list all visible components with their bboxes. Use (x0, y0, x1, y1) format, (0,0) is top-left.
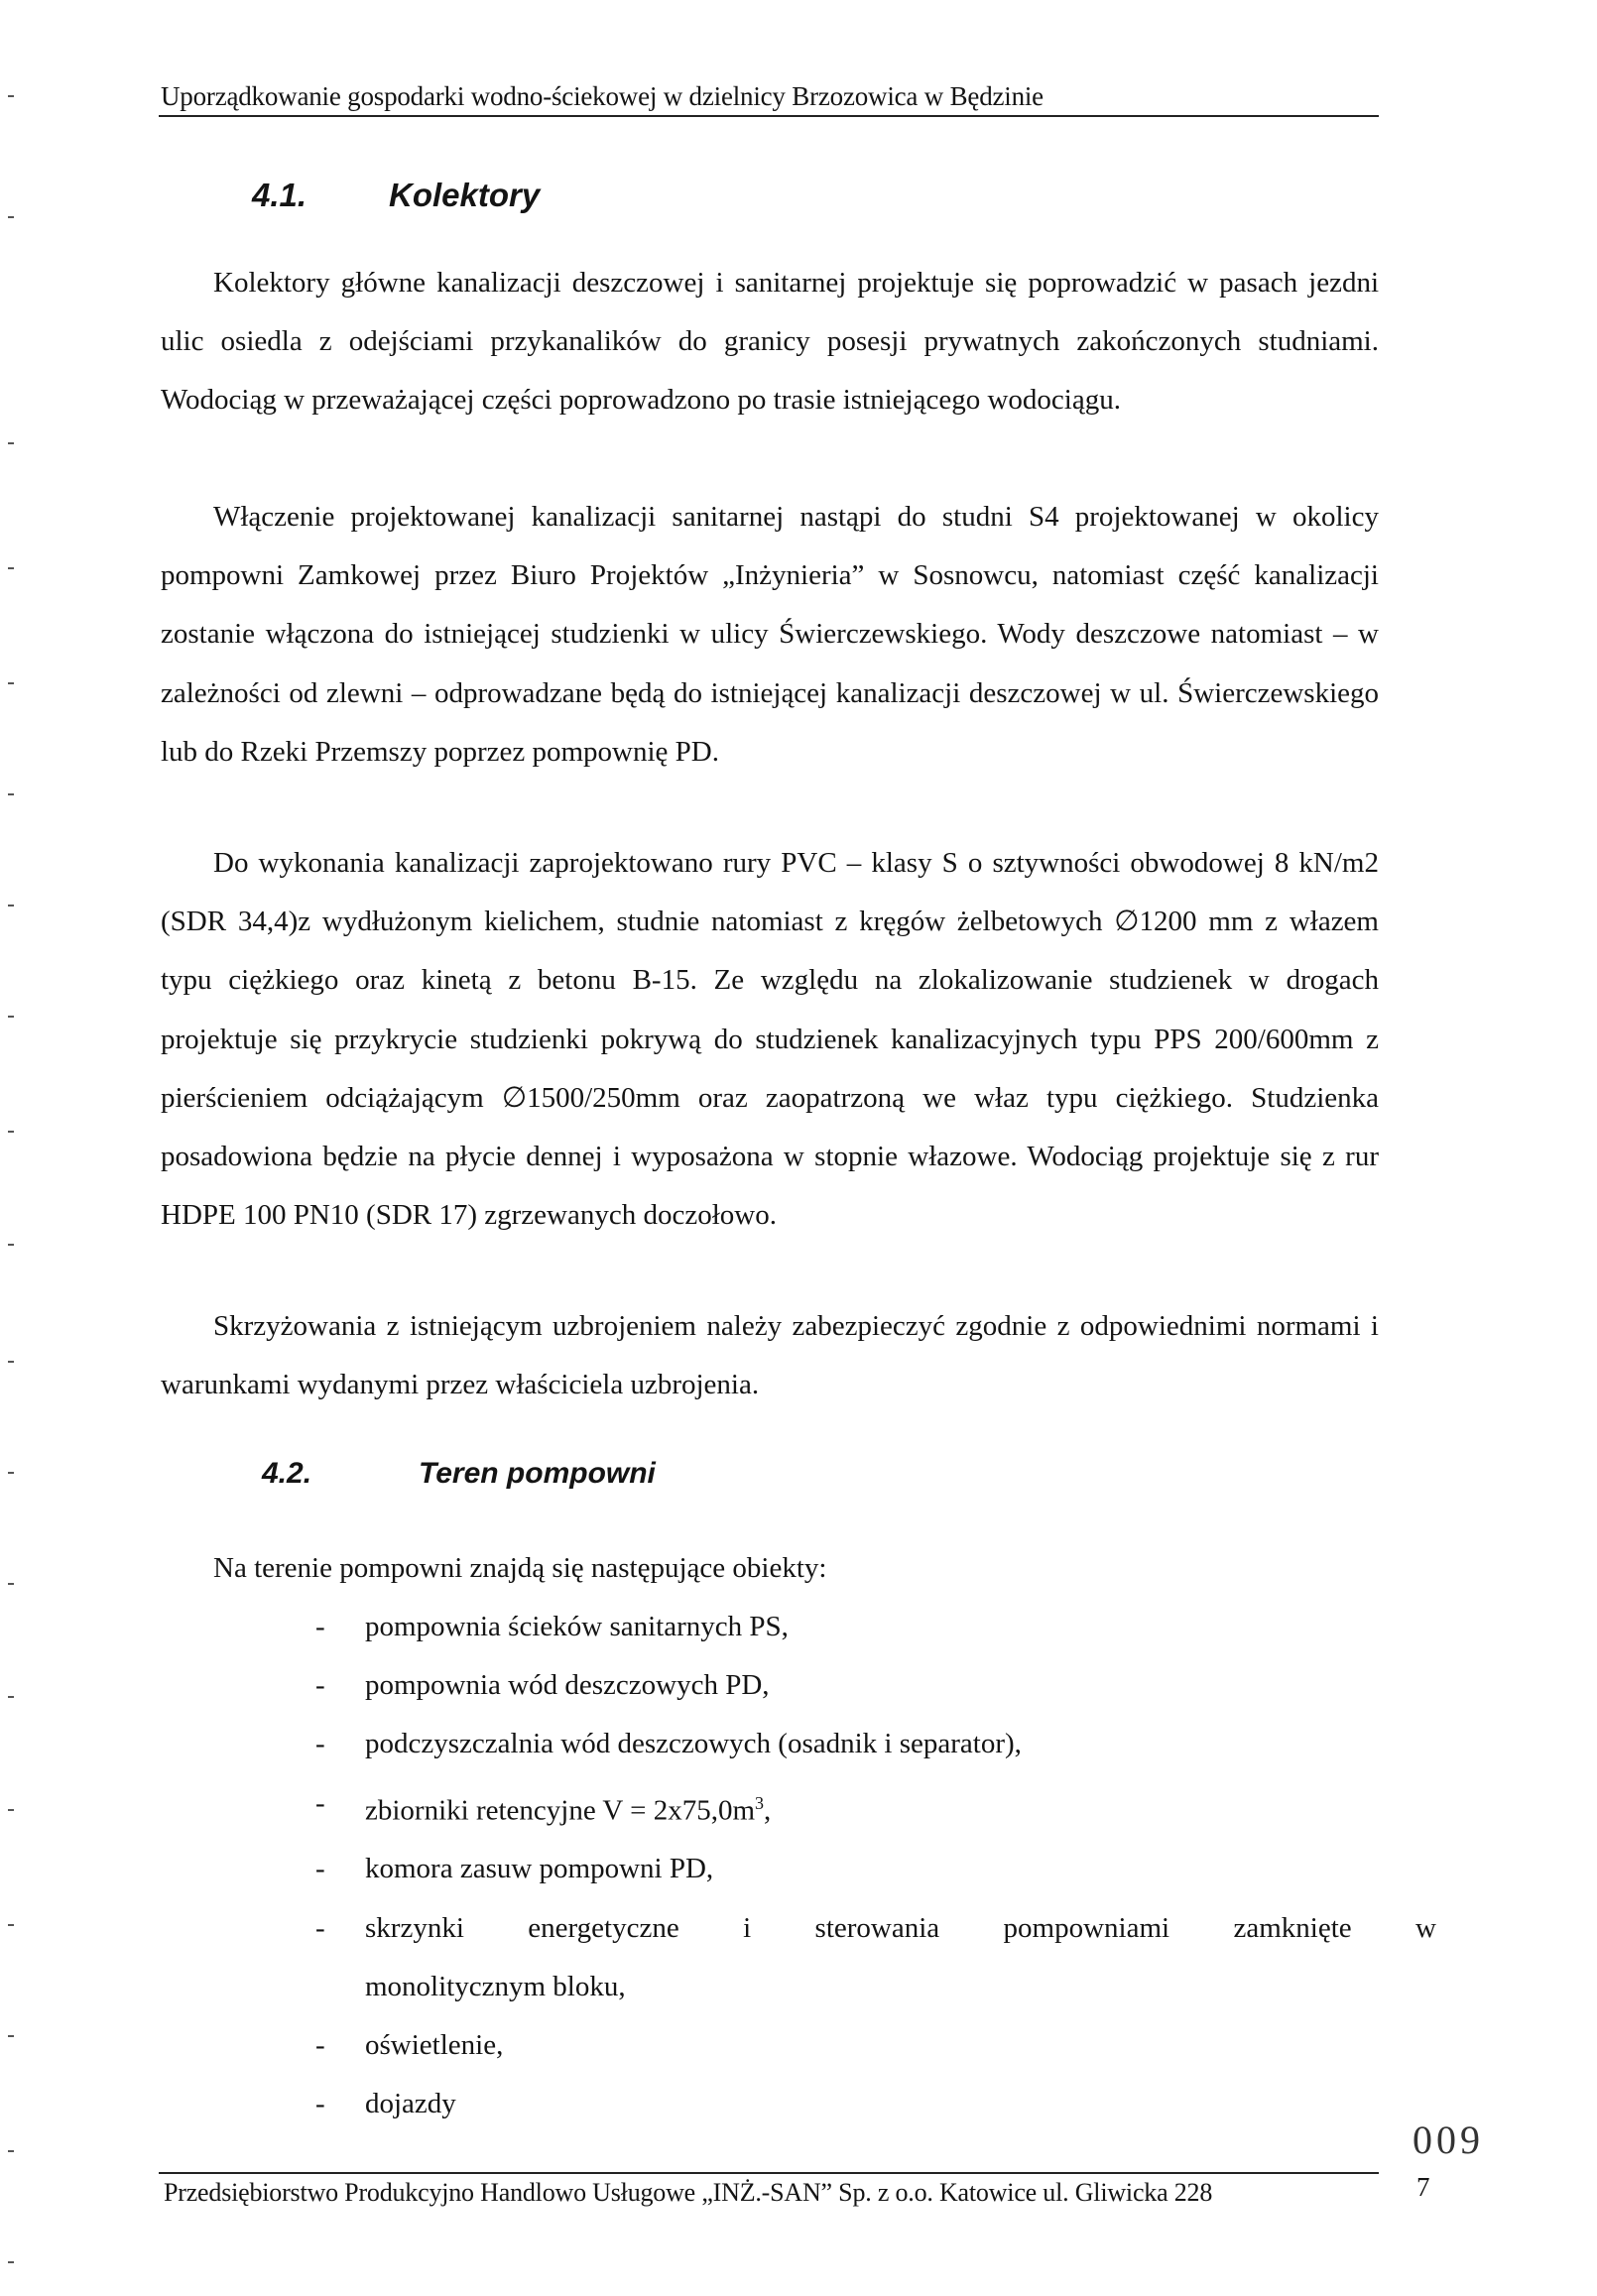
paragraph-text: Skrzyżowania z istniejącym uzbrojeniem należy zabezpieczyć zgodnie z odpowiednimi normami i warunkami wydanymi przez właściciela uzbrojenia. (161, 1310, 1379, 1401)
scan-edge-mark (8, 1583, 14, 1585)
header-rule (159, 115, 1379, 117)
list-item (0, 1840, 1436, 1898)
list-item-text: monolitycznym bloku, (365, 1970, 626, 2002)
page-stamp-number: 009 (1413, 2117, 1484, 2162)
paragraph (161, 254, 1379, 430)
list-item-text: oświetlenie, (365, 2029, 504, 2062)
list-dash: - (315, 1669, 325, 1702)
section-title: Teren pompowni (419, 1457, 656, 1490)
scan-edge-mark (8, 1016, 14, 1018)
scan-edge-mark (8, 2150, 14, 2152)
list-item-text: dojazdy (365, 2088, 456, 2120)
list-dash: - (315, 1611, 325, 1642)
list-dash: - (315, 1728, 325, 1760)
scan-edge-mark (8, 442, 14, 444)
scan-edge-mark (8, 1244, 14, 1246)
superscript: 3 (755, 1792, 765, 1813)
scan-edge-mark (8, 1361, 14, 1363)
section-title: Kolektory (389, 177, 541, 213)
list-item-text: podczyszczalnia wód deszczowych (osadnik i separator), (365, 1728, 1022, 1760)
scan-edge-mark (8, 1131, 14, 1133)
scan-edge-mark (8, 682, 14, 684)
list-item (0, 1715, 1436, 1773)
list-item-text: zbiorniki retencyjne V = 2x75,0m (365, 1794, 756, 1827)
paragraph (161, 1297, 1379, 1414)
list-item-text: pompownia wód deszczowych PD, (365, 1669, 770, 1702)
list-dash: - (315, 1911, 325, 1944)
paragraph-text: Do wykonania kanalizacji zaprojektowano rury PVC – klasy S o sztywności obwodowej 8 kN/m2 (SDR 34,4)z wydłużonym kielichem, studnie natomiast z kręgów żelbetowych ∅1200 mm z włazem typu ciężkiego oraz kinetą z betonu B-15. Ze względu na zlokalizowanie studzienek w drogach projektuje się przykrycie studzienki pokrywą do studzienek kanalizacyjnych typu PPS 200/600mm z pierścieniem odciążającym ∅1500/250mm oraz zaopatrzoną we właz typu ciężkiego. Studzienka posadowiona będzie na płycie dennej i wyposażona w stopnie włazowe. Wodociąg projektuje się z rur HDPE 100 PN10 (SDR 17) zgrzewanych doczołowo. (161, 847, 1379, 1232)
paragraph-text: Kolektory główne kanalizacji deszczowej i sanitarnej projektuje się poprowadzić w pasach jezdni ulic osiedla z odejściami przykanalików do granicy posesji prywatnych zakończonych studniami. Wodociąg w przeważającej części poprowadzono po trasie istniejącego wodociągu. (161, 267, 1379, 417)
list-item (0, 2016, 1436, 2075)
list-dash: - (315, 2088, 325, 2120)
list-item-continuation (0, 1958, 1436, 2016)
list-dash: - (315, 2029, 325, 2062)
list-item-text: pompownia ścieków sanitarnych PS, (365, 1611, 789, 1642)
section-number: 4.1. (252, 177, 307, 213)
list-dash: - (315, 1786, 325, 1819)
running-header: Uporządkowanie gospodarki wodno-ściekowej w dzielnicy Brzozowica w Będzinie (161, 81, 1044, 111)
scan-edge-mark (8, 905, 14, 906)
scan-edge-mark (8, 793, 14, 795)
paragraph (161, 1539, 1379, 1598)
section-number: 4.2. (262, 1457, 312, 1490)
object-list (0, 1598, 1597, 2133)
scan-edge-mark (8, 567, 14, 569)
paragraph (161, 834, 1379, 1245)
list-item-text: skrzynki energetyczne i sterowania pompowniami zamknięte w (365, 1911, 1436, 1944)
list-item (0, 1774, 1436, 1841)
paragraph-text: Włączenie projektowanej kanalizacji sanitarnej nastąpi do studni S4 projektowanej w okolicy pompowni Zamkowej przez Biuro Projektów „Inżynieria” w Sosnowcu, natomiast część kanalizacji zostanie włączona do istniejącej studzienki w ulicy Świerczewskiego. Wody deszczowe natomiast – w zależności od zlewni – odprowadzane będą do istniejącej kanalizacji deszczowej w ul. Świerczewskiego lub do Rzeki Przemszy poprzez pompownię PD. (161, 501, 1379, 768)
scan-edge-mark (8, 1472, 14, 1474)
list-item (0, 2075, 1436, 2133)
list-dash: - (315, 1853, 325, 1885)
list-item (0, 1598, 1436, 1656)
list-item (0, 1899, 1436, 1958)
list-item (0, 1656, 1436, 1715)
footer-rule (159, 2172, 1379, 2174)
scan-edge-mark (8, 95, 14, 97)
list-item-text: komora zasuw pompowni PD, (365, 1853, 714, 1885)
page-number: 7 (1416, 2172, 1430, 2202)
scan-edge-mark (8, 2261, 14, 2263)
list-item-suffix: , (764, 1794, 772, 1827)
footer-company: Przedsiębiorstwo Produkcyjno Handlowo Usługowe „INŻ.-SAN” Sp. z o.o. Katowice ul. Gliwicka 228 (164, 2178, 1213, 2207)
paragraph-text: Na terenie pompowni znajdą się następujące obiekty: (213, 1552, 827, 1584)
scan-edge-mark (8, 216, 14, 218)
paragraph (161, 488, 1379, 782)
